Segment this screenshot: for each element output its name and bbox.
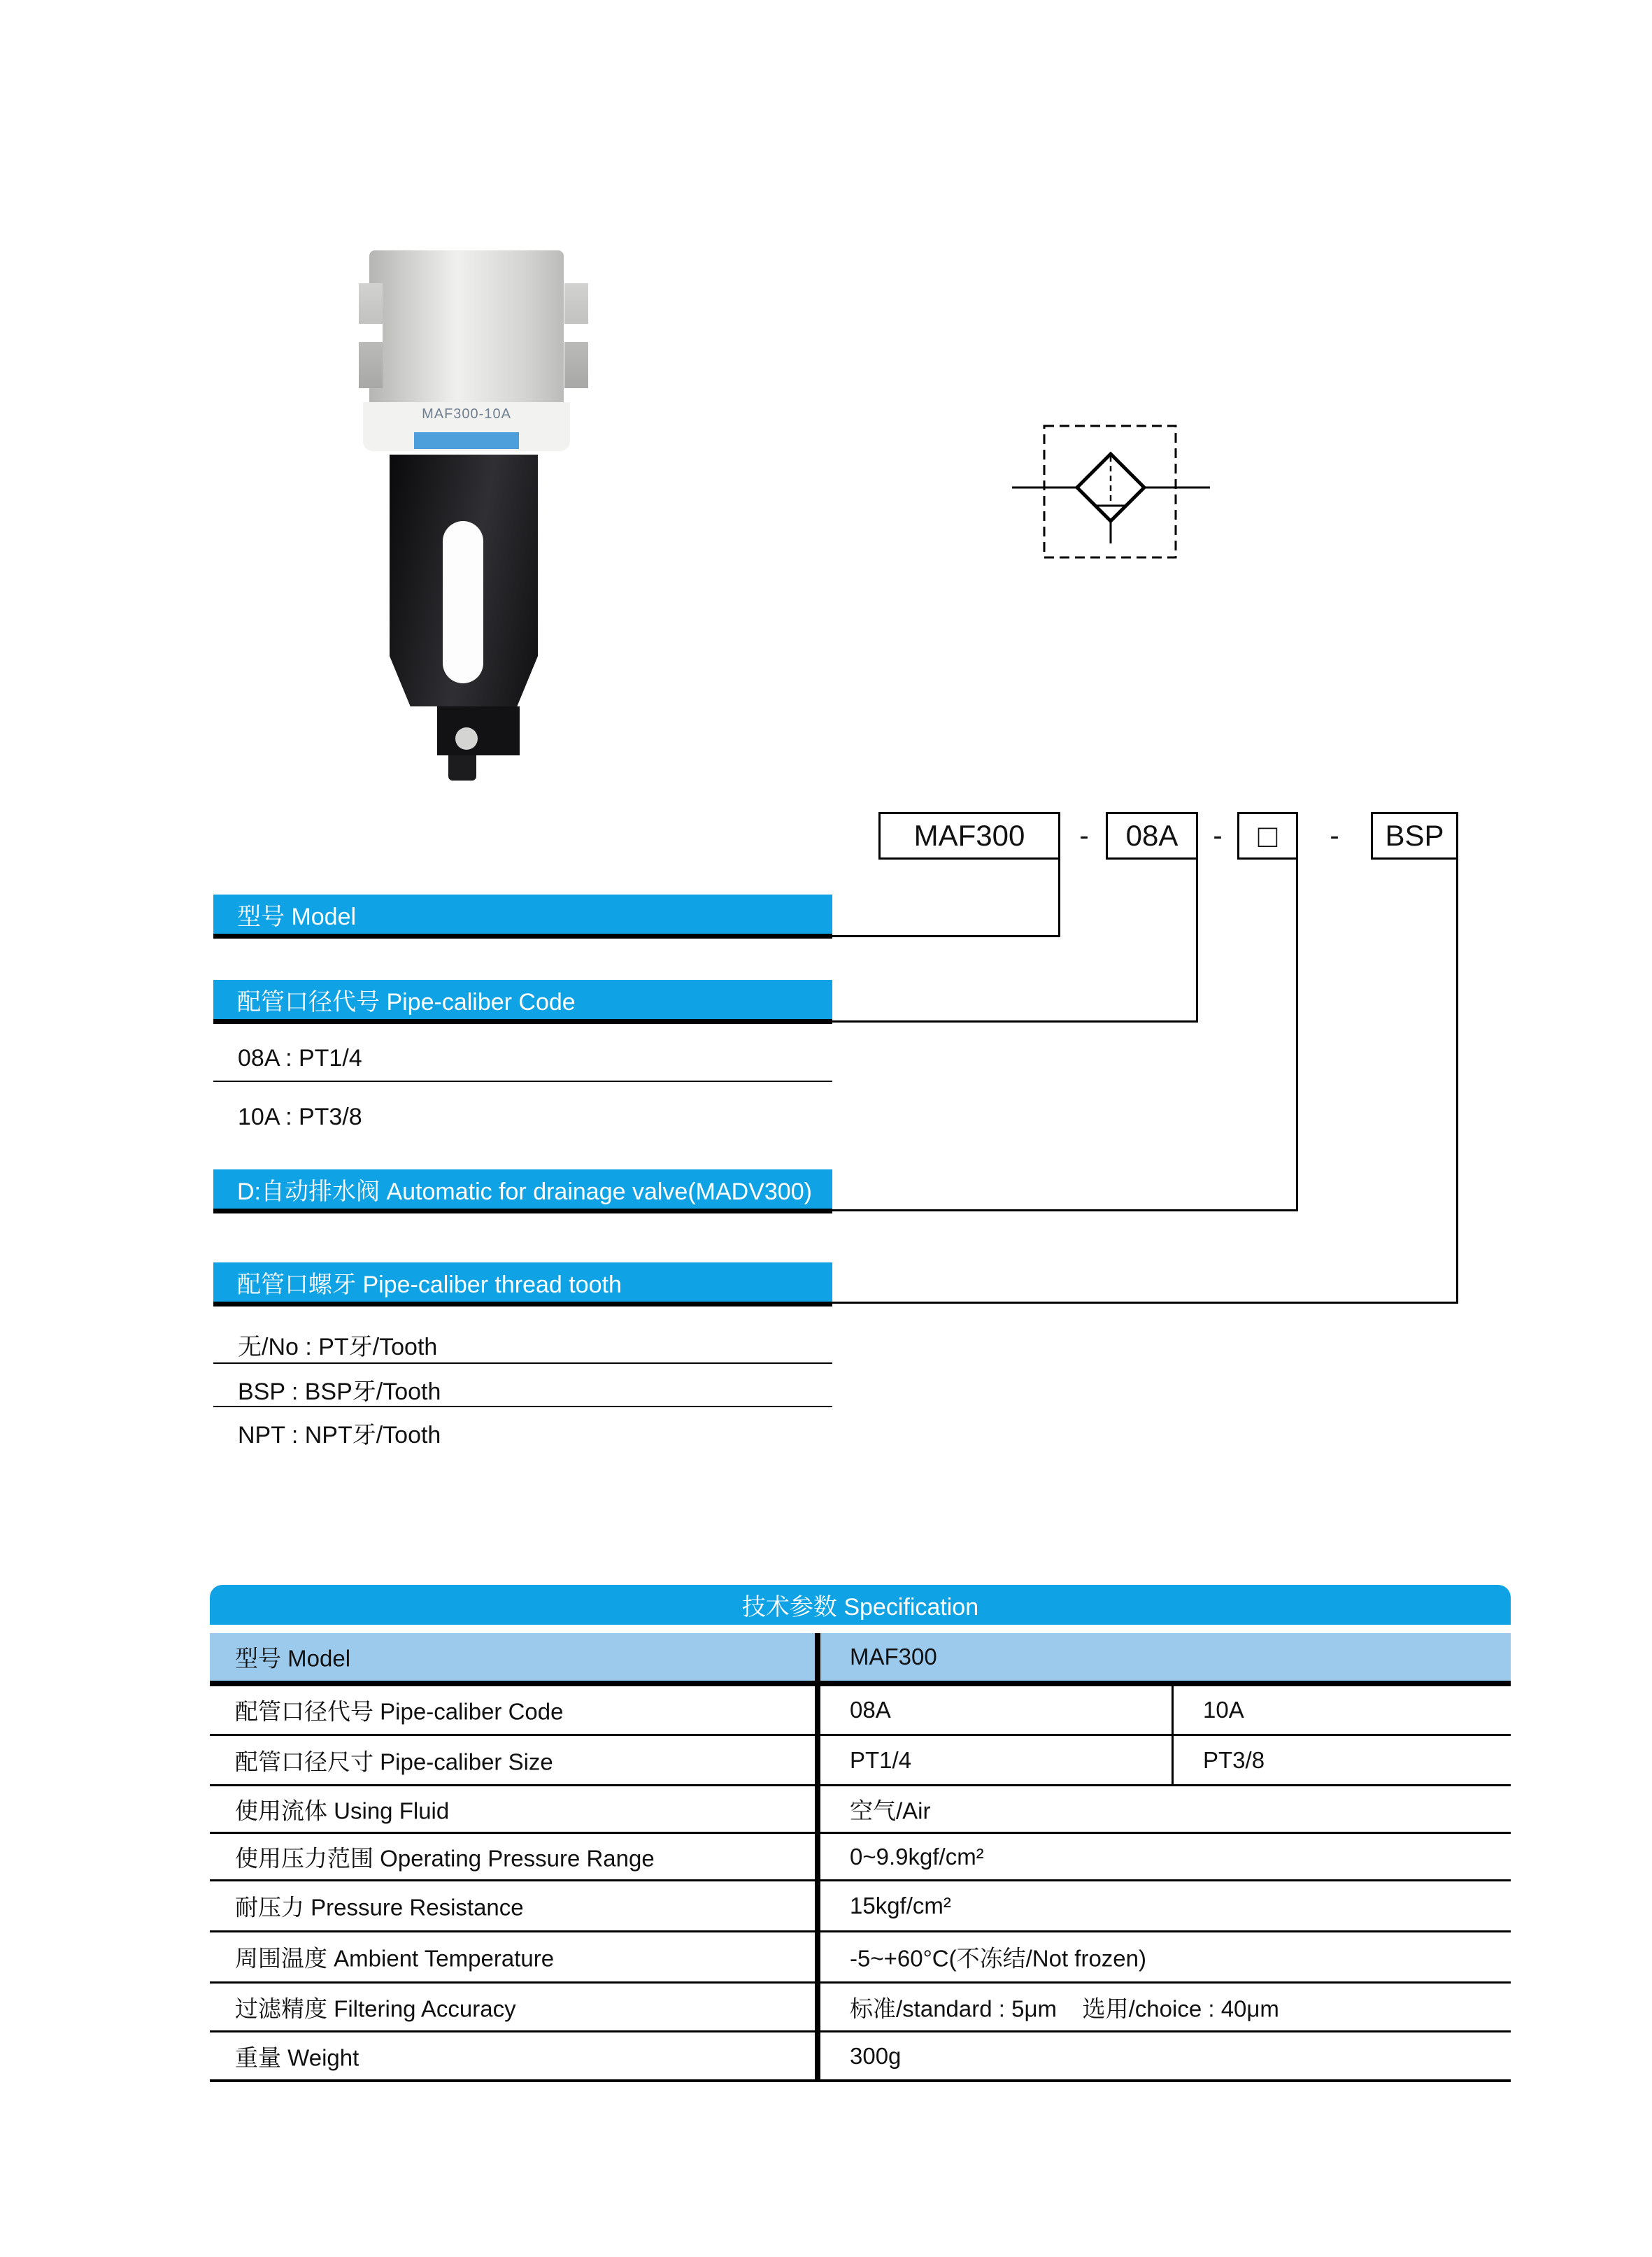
row-label: 过滤精度 Filtering Accuracy: [235, 1995, 516, 2021]
option-bsp: BSP : BSP牙/Tooth: [238, 1379, 441, 1405]
row-value: -5~+60°C(不冻结/Not frozen): [850, 1945, 1147, 1972]
filter-cap: [369, 250, 564, 402]
cap-port-boss-right: [564, 283, 588, 388]
row-label: 重量 Weight: [235, 2044, 359, 2070]
model-code-separator: -: [1079, 820, 1089, 851]
row-label: 配管口径代号 Pipe-caliber Code: [235, 1698, 564, 1725]
table-row-caliber-size: [210, 1736, 1511, 1784]
table-row-weight: [210, 2032, 1511, 2079]
filter-blue-label-strip: [414, 432, 519, 449]
model-code-separator: -: [1330, 820, 1339, 851]
section-bar-model: 型号 Model: [213, 895, 832, 934]
row-value: 08A: [850, 1697, 891, 1723]
table-row-model: [210, 1633, 1511, 1681]
model-code-box-option: □: [1237, 812, 1298, 860]
option-npt: NPT : NPT牙/Tooth: [238, 1422, 441, 1448]
row-label: 使用压力范围 Operating Pressure Range: [235, 1845, 655, 1871]
bowl-sight-slot: [443, 521, 483, 683]
row-value: 15kgf/cm²: [850, 1893, 951, 1918]
cap-notch-left: [359, 324, 383, 342]
row-label: 周围温度 Ambient Temperature: [235, 1945, 555, 1972]
leader-line-model-vertical: [1058, 860, 1060, 937]
row-value: 300g: [850, 2042, 902, 2069]
table-row-pressure-resistance: [210, 1881, 1511, 1930]
option-no-pt: 无/No : PT牙/Tooth: [238, 1334, 438, 1360]
row-label: 配管口径尺寸 Pipe-caliber Size: [235, 1749, 553, 1774]
table-row-filtering-accuracy: [210, 1984, 1511, 2030]
filter-label-band: [363, 402, 570, 451]
row-value: 标准/standard : 5μm 选用/choice : 40μm: [850, 1995, 1279, 2021]
model-code-box-model: MAF300: [878, 812, 1060, 860]
cap-notch-right: [564, 324, 588, 342]
section-bar-pipe-caliber-code: 配管口径代号 Pipe-caliber Code: [213, 980, 832, 1019]
table-thick-divider: [210, 1681, 1511, 1686]
leader-line-thread-horizontal: [832, 1302, 1458, 1304]
row-value: 空气/Air: [850, 1797, 931, 1823]
model-code-box-caliber: 08A: [1106, 812, 1198, 860]
leader-line-model-horizontal: [832, 935, 1060, 937]
section-bar-underline: [213, 1019, 832, 1024]
option-08a: 08A : PT1/4: [238, 1045, 362, 1071]
table-row-pressure-range: [210, 1834, 1511, 1879]
section-bar-underline: [213, 1209, 832, 1213]
leader-line-option-vertical: [1296, 860, 1298, 1211]
row-label: 使用流体 Using Fluid: [235, 1797, 450, 1823]
table-row-caliber-code: [210, 1686, 1511, 1734]
section-bar-underline: [213, 1302, 832, 1307]
row-value: MAF300: [850, 1644, 937, 1669]
table-row-fluid: [210, 1786, 1511, 1832]
leader-line-thread-vertical: [1456, 860, 1458, 1304]
row-value: 10A: [1203, 1697, 1244, 1723]
table-bottom-border: [210, 2079, 1511, 2082]
option-10a: 10A : PT3/8: [238, 1104, 362, 1130]
model-code-box-thread: BSP: [1371, 812, 1458, 860]
cap-port-boss-left: [359, 283, 383, 388]
spec-table-header: 技术参数 Specification: [210, 1585, 1511, 1625]
model-code-separator: -: [1213, 820, 1223, 851]
leader-line-caliber-vertical: [1196, 860, 1198, 1023]
table-column-divider-thin: [1172, 1686, 1174, 1784]
row-value: PT3/8: [1203, 1746, 1265, 1773]
row-value: 0~9.9kgf/cm²: [850, 1843, 984, 1870]
drain-port: [455, 727, 478, 750]
option-separator-line: [213, 1362, 832, 1364]
option-separator-line: [213, 1081, 832, 1082]
leader-line-caliber-horizontal: [832, 1020, 1198, 1023]
leader-line-option-horizontal: [832, 1209, 1298, 1211]
product-photo: [318, 245, 605, 797]
drain-nub: [448, 755, 476, 781]
section-bar-thread-tooth: 配管口螺牙 Pipe-caliber thread tooth: [213, 1262, 832, 1302]
option-separator-line: [213, 1406, 832, 1407]
row-label: 型号 Model: [235, 1645, 351, 1672]
row-label: 耐压力 Pressure Resistance: [235, 1894, 524, 1921]
row-value: PT1/4: [850, 1746, 912, 1773]
drain-bracket: [437, 706, 520, 755]
section-bar-drainage-valve: D:自动排水阀 Automatic for drainage valve(MADV300): [213, 1169, 832, 1209]
table-row-ambient-temperature: [210, 1932, 1511, 1981]
section-bar-underline: [213, 934, 832, 939]
table-column-divider-thick: [815, 1633, 820, 2082]
pneumatic-filter-symbol: [1007, 416, 1217, 563]
filter-model-label: MAF300-10A: [422, 406, 511, 422]
